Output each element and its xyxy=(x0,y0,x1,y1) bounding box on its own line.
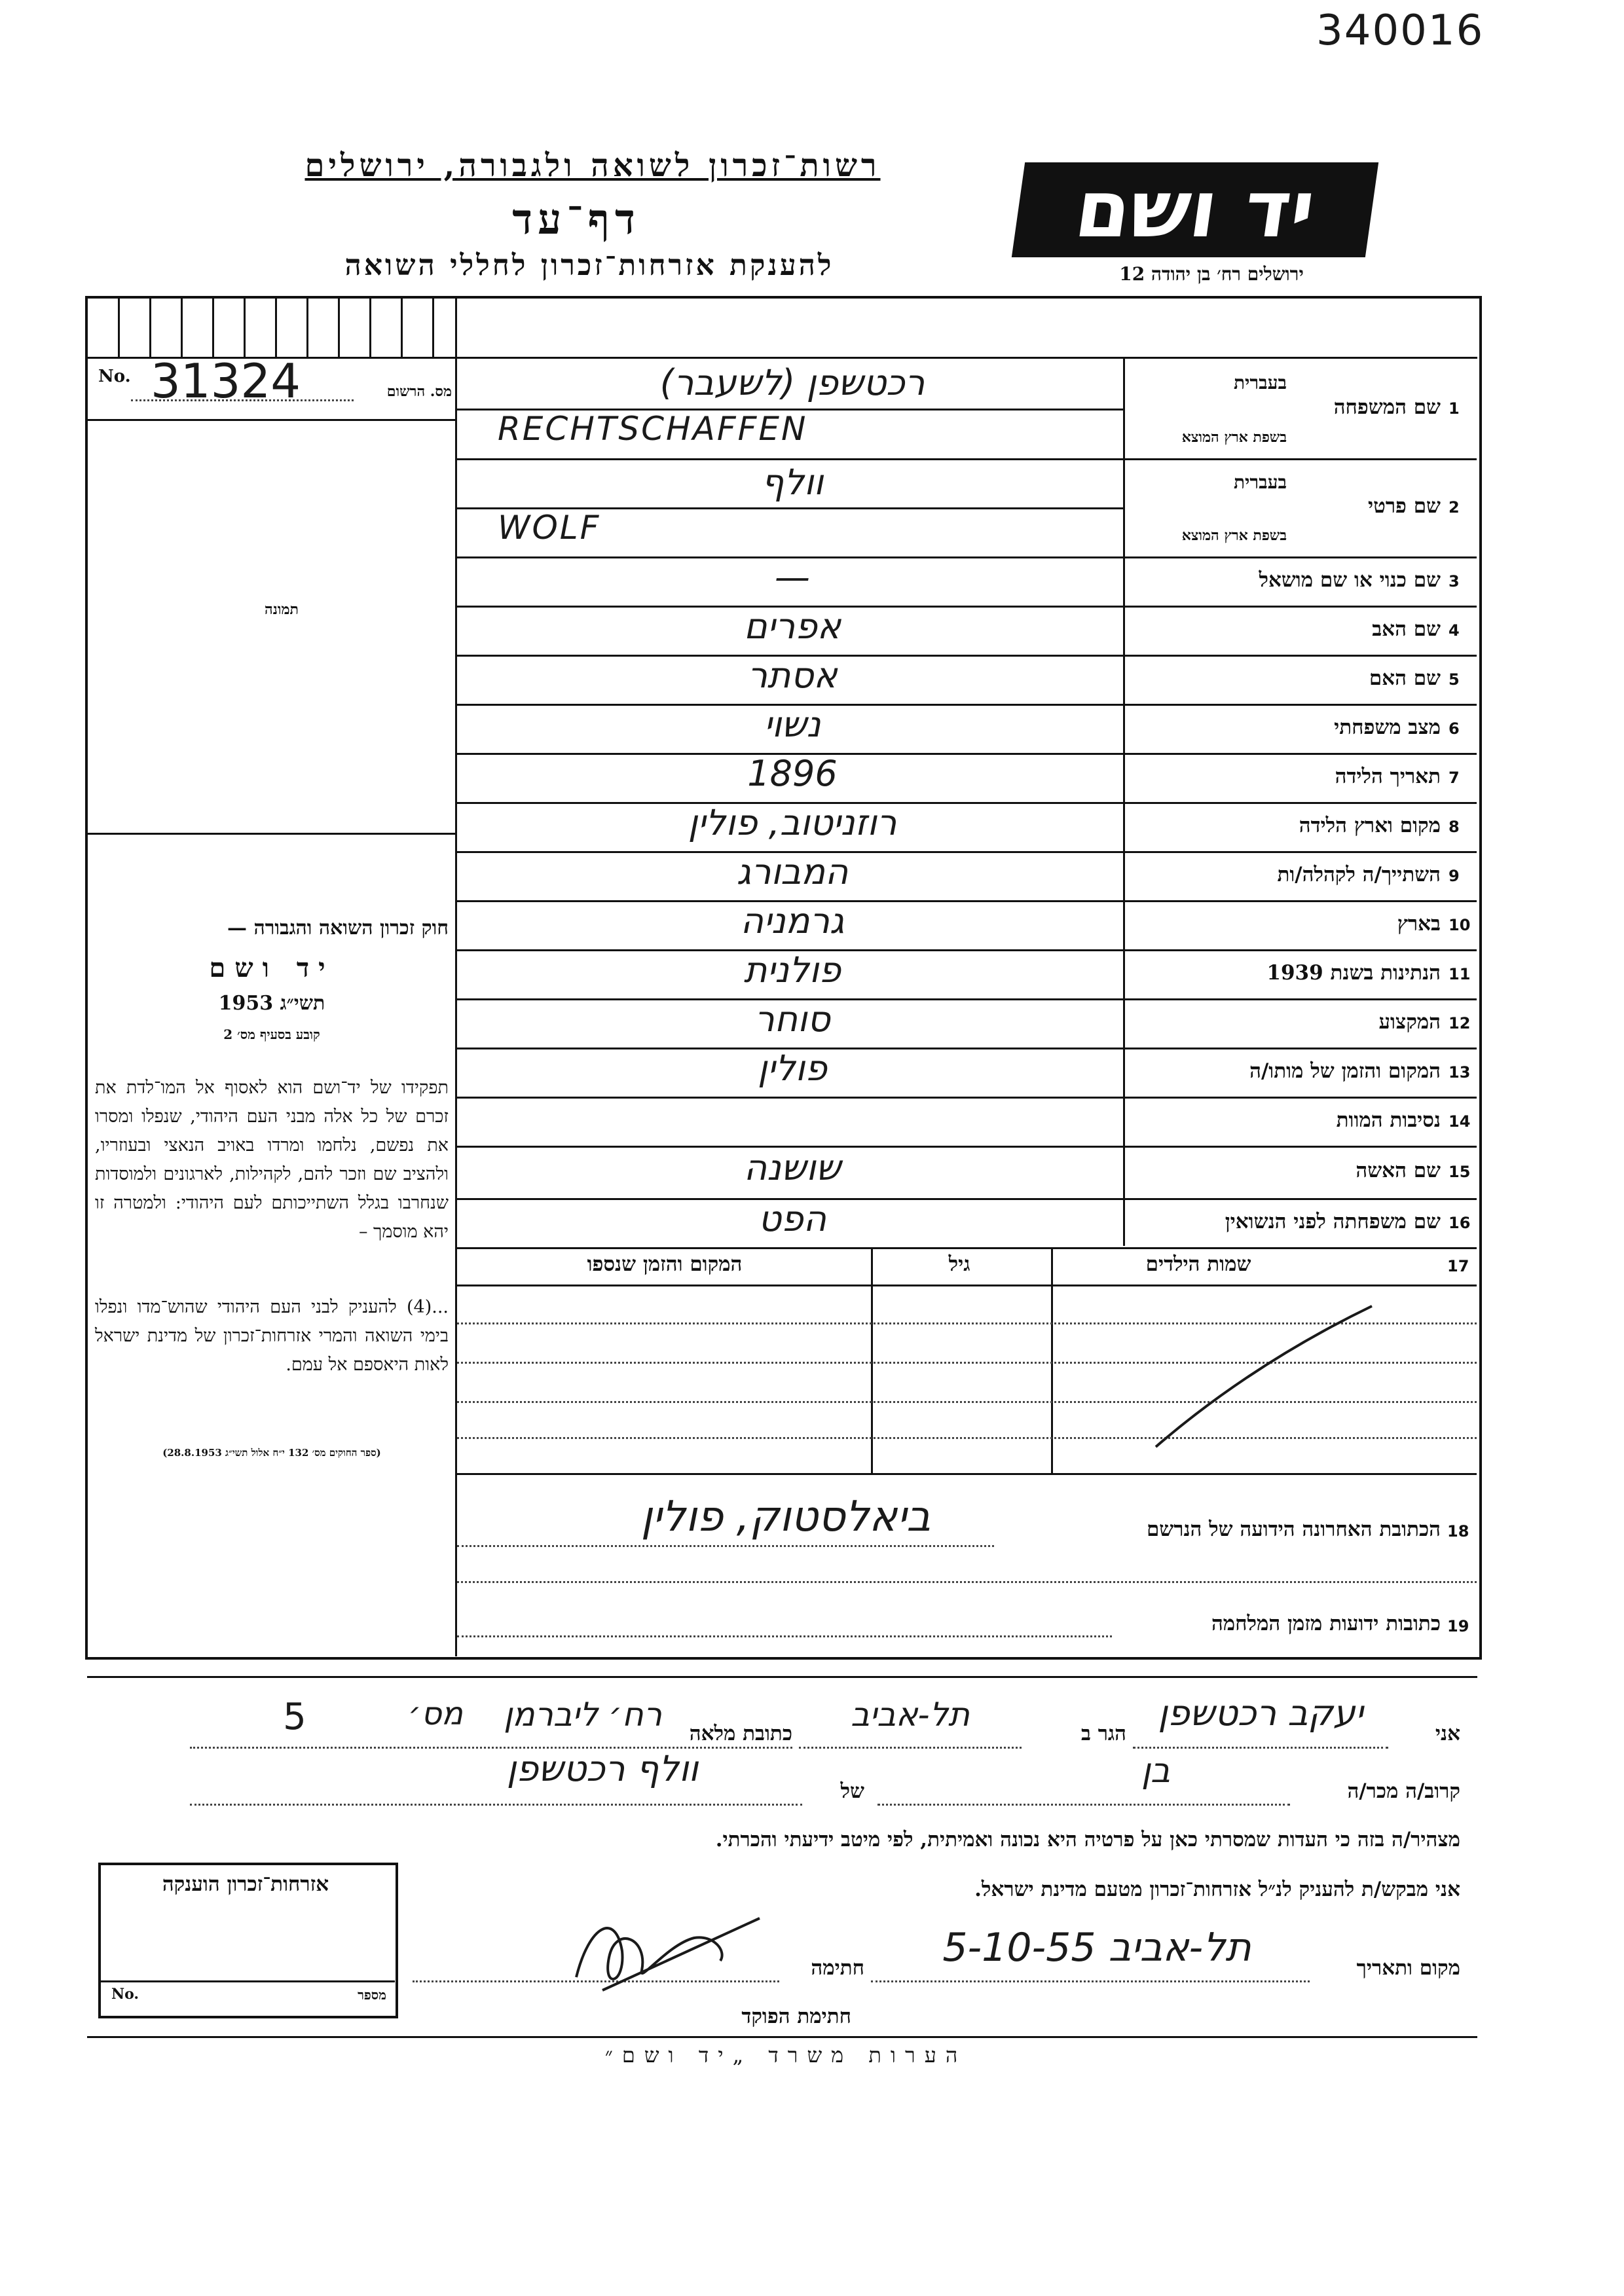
field-1-origin-value: RECHTSCHAFFEN xyxy=(498,410,808,448)
witness-signature-label: חתימת הפוקד xyxy=(741,2005,851,2028)
institution-address: ירושלים רח׳ בן יהודה 12 xyxy=(1119,263,1304,285)
field-10-label: בארץ xyxy=(1397,911,1441,936)
place-date-value: תל-אביב 5-10-55 xyxy=(942,1925,1251,1971)
institution-name: רשות־זכרון לשואה ולגבורה, ירושלים xyxy=(304,147,881,184)
field-2-origin-sublabel: בשפת ארץ המוצא xyxy=(1181,527,1287,544)
strike-through-mark xyxy=(1146,1300,1382,1453)
field-row-divider xyxy=(457,458,1477,460)
field-8-number: 8 xyxy=(1449,817,1460,836)
field-4-label: שם האב xyxy=(1372,617,1441,641)
field-2-hebrew-sublabel: בעברית xyxy=(1233,471,1287,493)
address-value: רח׳ ליברמן xyxy=(504,1696,662,1734)
law-paragraph-2: ...(4) להעניק לבני העם היהודי שהוש־מדו ונפלו בימי השואה והמרי אזרחות־זכרון של מדינת ישראל לאות היאספם אל עמם. xyxy=(95,1297,449,1375)
field-17-number: 17 xyxy=(1447,1257,1469,1275)
field-15-number: 15 xyxy=(1449,1163,1471,1181)
signature-mark xyxy=(563,1899,773,1997)
declaration-i-label: אני xyxy=(1435,1722,1460,1745)
field-18-value: ביאלסטוק, פולין xyxy=(640,1493,931,1541)
law-year: תשי״ג 1953 xyxy=(218,992,325,1015)
document-number-stamp: 340016 xyxy=(1316,7,1485,55)
field-8-value: רוזניטוב, פולין xyxy=(688,801,897,843)
field-3-number: 3 xyxy=(1449,572,1460,591)
field-9-label: השתייך/ה לקהלה/ות xyxy=(1277,862,1441,886)
field-row-divider xyxy=(457,1097,1477,1099)
field-2-label: שם פרטי xyxy=(1367,494,1441,518)
children-place-header: המקום והזמן שנספו xyxy=(587,1252,743,1276)
field-11-number: 11 xyxy=(1449,964,1471,983)
citizenship-no-label: No. xyxy=(111,1986,139,2003)
of-value: וולף רכטשפן xyxy=(506,1748,699,1789)
field-12-label: המקצוע xyxy=(1378,1010,1441,1034)
field-11-label: הנתינות בשנת 1939 xyxy=(1266,960,1441,985)
field-14-label: נסיבות המוות xyxy=(1336,1108,1441,1132)
registration-number: 31324 xyxy=(151,354,301,409)
field-7-number: 7 xyxy=(1449,768,1460,787)
field-1-number: 1 xyxy=(1449,399,1460,418)
field-2-value: וולף xyxy=(761,462,824,503)
field-15-value: שושנה xyxy=(743,1147,841,1188)
photo-label: תמונה xyxy=(265,601,299,618)
law-name: יד ושם xyxy=(209,953,335,983)
field-1-label: שם המשפחה xyxy=(1333,395,1441,419)
field-16-value: הפט xyxy=(758,1197,827,1239)
law-title: חוק זכרון השואה והגבורה — xyxy=(227,917,449,939)
field-10-value: גרמניה xyxy=(740,900,845,941)
field-6-value: נשוי xyxy=(764,703,821,745)
citizenship-box-title: אזרחות־זכרון הוענקה xyxy=(162,1872,329,1896)
house-number: 5 xyxy=(283,1696,306,1738)
field-15-label: שם האשה xyxy=(1356,1159,1441,1182)
field-4-value: אפרים xyxy=(743,605,841,647)
field-11-value: פולנית xyxy=(743,949,841,991)
field-13-number: 13 xyxy=(1449,1063,1471,1082)
field-1-origin-sublabel: בשפת ארץ המוצא xyxy=(1181,429,1287,446)
field-8-label: מקום וארץ הלידה xyxy=(1299,813,1441,837)
field-16-label: שם משפחתה לפני הנשואין xyxy=(1225,1209,1441,1233)
yad-vashem-logo: יד ושם xyxy=(1012,162,1378,257)
field-19-label: כתובות ידועות מזמן המלחמה xyxy=(1211,1612,1441,1635)
field-6-number: 6 xyxy=(1449,719,1460,738)
declarant-name: יעקב רכטשפן xyxy=(1158,1692,1363,1734)
place-date-label: מקום ותאריך xyxy=(1356,1956,1460,1980)
children-names-header: שמות הילדים xyxy=(1145,1252,1251,1276)
resides-value: תל-אביב xyxy=(851,1696,970,1734)
relation-value: בן xyxy=(1141,1751,1171,1791)
field-13-label: המקום והזמן של מותו/ה xyxy=(1249,1059,1441,1083)
field-1-hebrew-sublabel: בעברית xyxy=(1233,372,1287,393)
law-citation: (ספר החוקים מס׳ 132 י״ח אלול תשי״ג 28.8.1953) xyxy=(162,1447,381,1459)
field-2-number: 2 xyxy=(1449,498,1460,517)
field-2-origin-value: WOLF xyxy=(498,509,601,547)
field-10-number: 10 xyxy=(1449,915,1471,934)
relative-label: קרוב/ה מכר/ה xyxy=(1347,1779,1460,1803)
registration-no-label: No. xyxy=(98,367,131,386)
field-18-number: 18 xyxy=(1447,1522,1469,1540)
field-18-label: הכתובת האחרונה הידועה של הנרשם xyxy=(1146,1518,1441,1541)
law-clause: קובע בסעיף מס׳ 2 xyxy=(223,1027,320,1042)
field-4-number: 4 xyxy=(1449,621,1460,640)
field-1-value: רכטשפן (לשעבר) xyxy=(659,362,925,403)
field-5-label: שם האם xyxy=(1369,666,1441,690)
registration-label: מס. הרשום xyxy=(386,383,452,400)
address-label: כתובת מלאה xyxy=(689,1722,792,1745)
field-16-number: 16 xyxy=(1449,1213,1471,1232)
field-19-number: 19 xyxy=(1447,1617,1469,1635)
signature-label: חתימה xyxy=(811,1956,864,1980)
field-3-value: — xyxy=(775,556,810,598)
field-14-number: 14 xyxy=(1449,1112,1471,1131)
house-label: מס׳ xyxy=(408,1696,463,1732)
field-13-value: פולין xyxy=(758,1047,827,1089)
declaration-statement-2: אני מבקש/ת להעניק לנ״ל אזרחות־זכרון מטעם מדינת ישראל. xyxy=(974,1878,1460,1901)
law-paragraph-1: תפקידו של יד־ושם הוא לאסוף אל המו־לדת את זכרם של כל אלה מבני העם היהודי, שנפלו ומסרו את נפשם, נלחמו ומרדו באויב הנאצי ובעוזריו, ולהציב שם וזכר להם, לקהילות, לארגונים ולמוסדות שנחרבו בגלל השתייכותם לעם היהודי: ולמטרה זו יהא מוסמך – xyxy=(95,1078,449,1242)
field-7-value: 1896 xyxy=(747,752,838,794)
field-9-number: 9 xyxy=(1449,866,1460,885)
resides-label: הגר ב xyxy=(1080,1722,1126,1745)
field-5-number: 5 xyxy=(1449,670,1460,689)
declaration-statement-1: מצהיר/ה בזה כי העדות שמסרתי כאן על פרטיה היא נכונה ואמיתית, לפי מיטב ידיעתי והכרתי. xyxy=(715,1828,1460,1851)
field-12-value: סוחר xyxy=(754,998,830,1040)
citizenship-number-label: מספר xyxy=(358,1987,386,2003)
children-age-header: גיל xyxy=(948,1252,970,1276)
form-title: דף־עד xyxy=(512,195,640,244)
of-label: של xyxy=(840,1779,864,1803)
footer-office-remarks: הערות משרד „יד ושם״ xyxy=(604,2043,967,2068)
form-subtitle: להענקת אזרחות־זכרון לחללי השואה xyxy=(344,249,834,282)
field-6-label: מצב משפחתי xyxy=(1334,715,1441,739)
field-3-label: שם כנוי או שם מושאל xyxy=(1259,568,1441,592)
field-7-label: תאריך הלידה xyxy=(1335,764,1441,788)
field-12-number: 12 xyxy=(1449,1013,1471,1032)
field-9-value: המבורג xyxy=(736,850,849,892)
field-5-value: אסתר xyxy=(747,654,838,696)
